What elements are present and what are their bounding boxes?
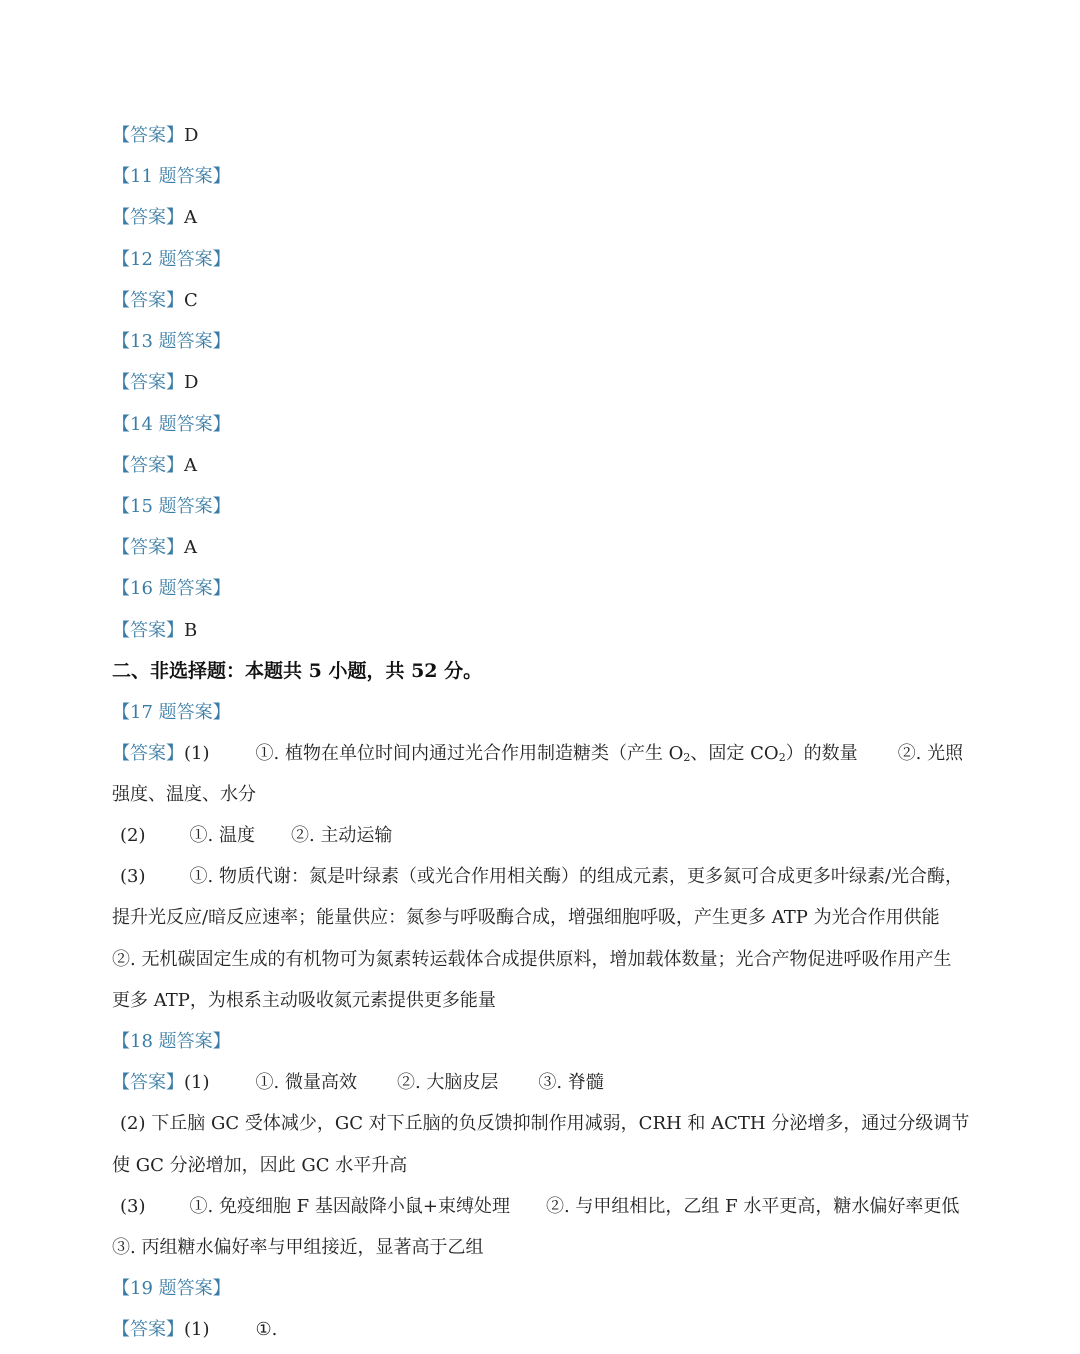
answer-text: (2) 下丘脑 GC 受体减少，GC 对下丘脑的负反馈抑制作用减弱，CRH 和 ACTH 分泌增多，通过分级调节 (120, 1113, 970, 1134)
answer-line (112, 445, 970, 486)
answer-line (112, 115, 970, 156)
question-header-label: 【17 题答案】 (112, 702, 231, 723)
question-header-label: 【19 题答案】 (112, 1278, 231, 1299)
answer-line (112, 362, 970, 403)
answer-label: 【答案】 (112, 125, 184, 146)
question-header-label: 【18 题答案】 (112, 1031, 231, 1052)
answer-line (112, 774, 970, 815)
part-number: (1) (184, 743, 210, 764)
question-header-label: 【11 题答案】 (112, 166, 231, 187)
answer-label: 【答案】 (112, 537, 184, 558)
answer-text: ①. (255, 1319, 278, 1340)
answer-text: 强度、温度、水分 (112, 784, 256, 805)
question-header (112, 404, 970, 445)
question-header (112, 239, 970, 280)
answer-line (112, 1227, 970, 1268)
answer-label: 【答案】 (112, 207, 184, 228)
answer-value: A (184, 537, 197, 558)
answer-text: ①. 物质代谢：氮是叶绿素（或光合作用相关酶）的组成元素，更多氮可合成更多叶绿素/光合酶， (189, 866, 964, 887)
answer-text: ②. 大脑皮层 (396, 1072, 499, 1093)
answer-value: A (184, 207, 197, 228)
part-number: (1) (184, 1072, 210, 1093)
answer-label: 【答案】 (112, 290, 184, 311)
question-header-label: 【12 题答案】 (112, 249, 231, 270)
answer-text: ①. 植物在单位时间内通过光合作用制造糖类（产生 O (255, 743, 684, 764)
answer-line (112, 280, 970, 321)
answer-line (112, 939, 970, 980)
question-header (112, 692, 970, 733)
question-header (112, 1268, 970, 1309)
answer-line (112, 980, 970, 1021)
question-header (112, 156, 970, 197)
question-header (112, 321, 970, 362)
answer-line (112, 733, 970, 774)
subscript: 2 (683, 751, 691, 764)
answer-text: 更多 ATP，为根系主动吸收氮元素提供更多能量 (112, 990, 496, 1011)
answer-text: ③. 丙组糖水偏好率与甲组接近，显著高于乙组 (112, 1237, 484, 1258)
answer-line (112, 1103, 970, 1144)
question-header (112, 486, 970, 527)
answer-label: 【答案】 (112, 455, 184, 476)
answer-line (112, 1062, 970, 1103)
question-header-label: 【16 题答案】 (112, 578, 231, 599)
answer-line (112, 197, 970, 238)
answer-label: 【答案】 (112, 1072, 184, 1093)
answer-label: 【答案】 (112, 620, 184, 641)
answer-label: 【答案】 (112, 372, 184, 393)
answer-text: ②. 主动运输 (290, 825, 393, 846)
question-header-label: 【13 题答案】 (112, 331, 231, 352)
answer-value: D (184, 125, 199, 146)
answer-value: B (184, 620, 198, 641)
section-title: 二、非选择题：本题共 5 小题，共 52 分。 (112, 660, 483, 682)
answer-value: A (184, 455, 197, 476)
answer-text: 提升光反应/暗反应速率；能量供应：氮参与呼吸酶合成，增强细胞呼吸，产生更多 ATP 为光合作用供能 (112, 907, 940, 928)
answer-line (112, 1309, 970, 1350)
answer-text: ②. 光照 (897, 743, 964, 764)
answer-text: 、固定 CO (690, 743, 779, 764)
answer-line (112, 527, 970, 568)
answer-value: C (184, 290, 198, 311)
answer-text: ②. 无机碳固定生成的有机物可为氮素转运载体合成提供原料，增加载体数量；光合产物促进呼吸作用产生 (112, 949, 952, 970)
subscript: 2 (778, 751, 786, 764)
answer-line (112, 856, 970, 897)
answer-text: ）的数量 (785, 743, 858, 764)
question-header (112, 1021, 970, 1062)
answer-line (112, 815, 970, 856)
part-number: (1) (184, 1319, 210, 1340)
question-header (112, 568, 970, 609)
answer-line (112, 897, 970, 938)
answer-text: ①. 微量高效 (255, 1072, 357, 1093)
answer-text: 使 GC 分泌增加，因此 GC 水平升高 (112, 1155, 408, 1176)
answer-text: ③. 脊髓 (538, 1072, 604, 1093)
answer-label: 【答案】 (112, 743, 184, 764)
answer-text: ①. 免疫细胞 F 基因敲降小鼠+束缚处理 (189, 1196, 510, 1217)
answer-line (112, 610, 970, 651)
question-header-label: 【15 题答案】 (112, 496, 231, 517)
answer-text: ②. 与甲组相比，乙组 F 水平更高，糖水偏好率更低 (545, 1196, 960, 1217)
answer-text: ①. 温度 (189, 825, 255, 846)
part-number: (3) (120, 866, 146, 887)
answer-label: 【答案】 (112, 1319, 184, 1340)
answer-value: D (184, 372, 199, 393)
answer-line (112, 1145, 970, 1186)
answer-line (112, 1186, 970, 1227)
part-number: (2) (120, 825, 146, 846)
question-header-label: 【14 题答案】 (112, 414, 231, 435)
part-number: (3) (120, 1196, 146, 1217)
